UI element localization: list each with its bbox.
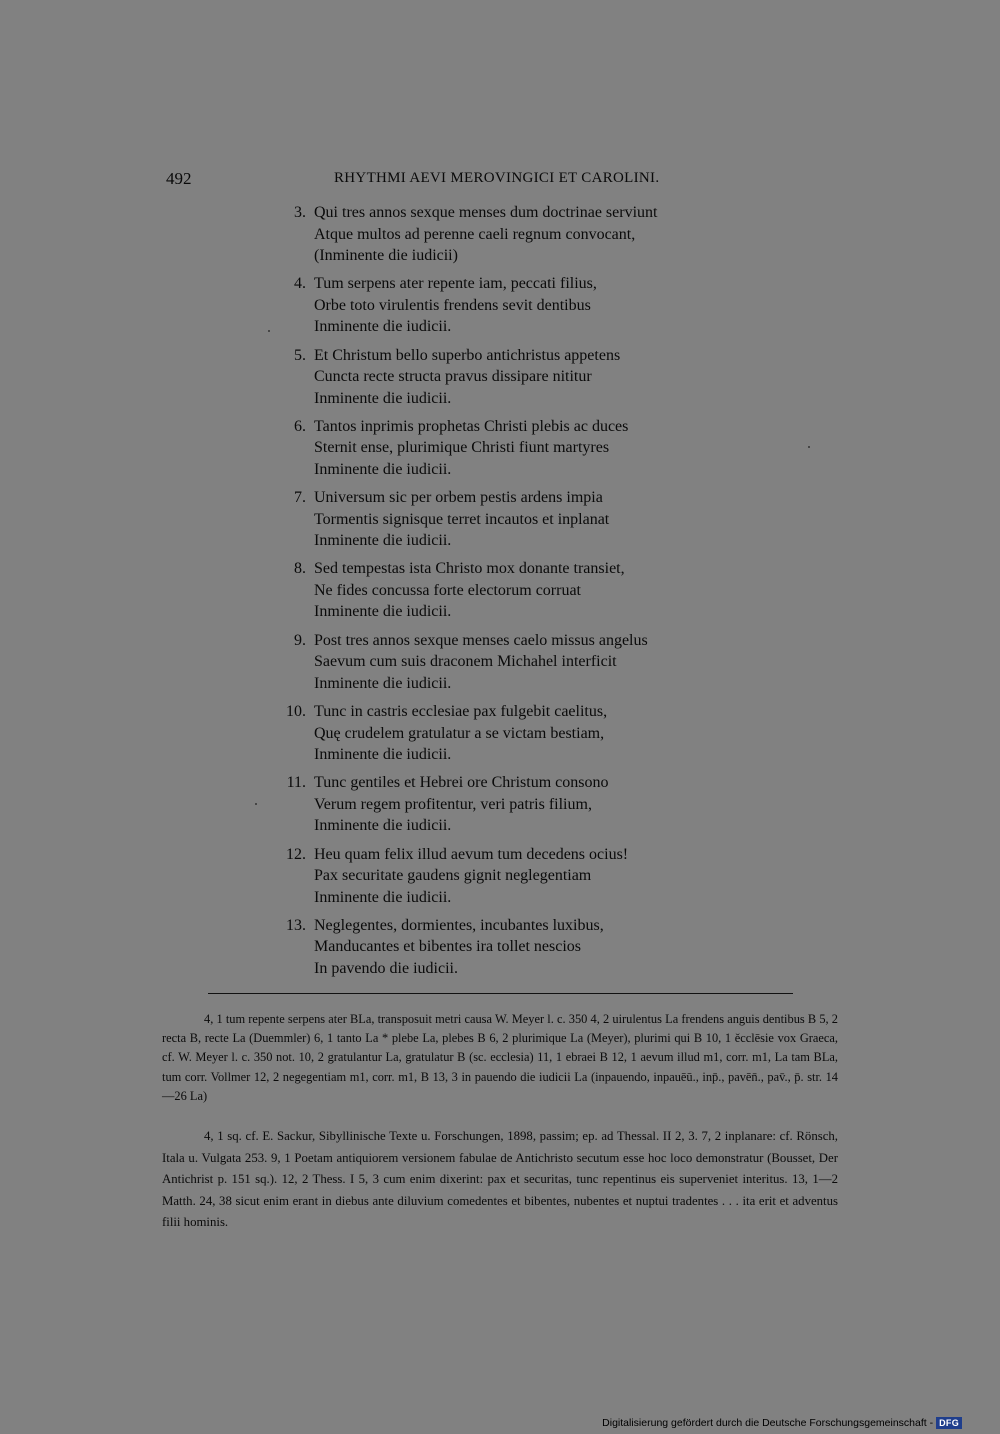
verse-line: Tunc gentiles et Hebrei ore Christum consono <box>314 774 609 792</box>
stanza-number: 9. <box>294 631 306 649</box>
verse-line: Inminente die iudicii. <box>314 746 452 764</box>
verse-line: Quę crudelem gratulatur a se victam bestiam, <box>314 724 605 742</box>
verse-line: Tormentis signisque terret incautos et inplanat <box>314 510 610 528</box>
source-notes <box>162 1126 838 1234</box>
verse-line: (Inminente die iudicii) <box>314 247 458 264</box>
stanza <box>270 558 740 623</box>
dfg-logo: DFG <box>936 1417 962 1429</box>
stanza <box>270 915 740 980</box>
verse-line: Inminente die iudicii. <box>314 532 452 550</box>
verse-line: Qui tres annos sexque menses dum doctrinae serviunt <box>314 204 658 221</box>
stanza <box>270 630 740 695</box>
verse-line: Manducantes et bibentes ira tollet nescios <box>314 938 582 956</box>
stanza <box>270 416 740 481</box>
apparatus-text: 4, 1 tum repente serpens ater BLa, transposuit metri causa W. Meyer l. c. 350 4, 2 uirulentus La frendens anguis dentibus B 5, 2 recta B, recte La (Duemmler) 6, 1 tanto La * plebe La, plebes B 6, 2 plurimique La (Meyer), plurimi qui B 10, 1 ěcclēsie vox Graeca, cf. W. Meyer l. c. 350 not. 10, 2 gratulantur La, gratulatur B (sc. ecclesia) 11, 1 ebraei B 12, 1 aevum illud m1, corr. m1, La tam BLa, tum corr. Vollmer 12, 2 negegentiam m1, corr. m1, B 13, 3 in pauendo die iudicii La (inpauendo, inpauēū., inp̄., pavēn̄., pav̄., p̄. str. 14—26 La) <box>162 1012 838 1103</box>
stanza <box>270 273 740 338</box>
stanza-number: 6. <box>294 417 306 435</box>
stanza-number: 7. <box>294 489 306 507</box>
stanza <box>270 844 740 909</box>
verse-line: Cuncta recte structa pravus dissipare nititur <box>314 368 592 386</box>
verse-line: In pavendo die iudicii. <box>314 959 458 977</box>
verse-line: Pax securitate gaudens gignit neglegentiam <box>314 867 592 885</box>
verse-line: Et Christum bello superbo antichristus appetens <box>314 346 621 364</box>
scan-speck <box>255 803 257 805</box>
verse-line: Saevum cum suis draconem Michahel interficit <box>314 653 617 671</box>
stanza-number: 11. <box>286 774 306 792</box>
stanza-number: 8. <box>294 560 306 578</box>
stanza <box>270 202 740 267</box>
running-head: RHYTHMI AEVI MEROVINGICI ET CAROLINI. <box>334 170 660 186</box>
stanza <box>270 345 740 410</box>
stanza <box>270 487 740 552</box>
verse-line: Ne fides concussa forte electorum corruat <box>314 581 581 599</box>
verse-line: Tum serpens ater repente iam, peccati filius, <box>314 275 597 293</box>
verse-line: Inminente die iudicii. <box>314 888 452 906</box>
verse-line: Inminente die iudicii. <box>314 817 452 835</box>
stanza-number: 12. <box>286 845 306 863</box>
stanza-number: 4. <box>294 275 306 293</box>
verse-line: Inminente die iudicii. <box>314 603 452 621</box>
verse-line: Universum sic per orbem pestis ardens impia <box>314 489 603 507</box>
verse-line: Neglegentes, dormientes, incubantes luxibus, <box>314 916 604 934</box>
source-notes-text: 4, 1 sq. cf. E. Sackur, Sibyllinische Texte u. Forschungen, 1898, passim; ep. ad Thessal. II 2, 3. 7, 2 inplanare: cf. Rönsch, Itala u. Vulgata 253. 9, 1 Poetam antiquiorem versionem fabulae de Antichristo secutum esse hoc loco demonstratur (Bousset, Der Antichrist p. 151 sq.). 12, 2 Thess. I 5, 3 cum enim dixerint: pax et securitas, tunc repentinus eis superveniet interitus. 13, 1—2 Matth. 24, 38 sicut enim erant in diebus ante diluvium comedentes et bibentes, nubentes et nuptui tradentes . . . ita erit et adventus filii hominis. <box>162 1129 838 1229</box>
stanza <box>270 701 740 766</box>
critical-apparatus <box>162 1010 838 1106</box>
stanza-number: 5. <box>294 346 306 364</box>
verse-line: Orbe toto virulentis frendens sevit dentibus <box>314 296 591 314</box>
stanza-number: 13. <box>286 916 306 934</box>
scan-speck <box>808 446 810 448</box>
credit-text: Digitalisierung gefördert durch die Deutsche Forschungsgemeinschaft - <box>602 1417 934 1429</box>
footnote-divider <box>208 993 793 994</box>
verse-line: Sternit ense, plurimique Christi fiunt martyres <box>314 439 610 457</box>
stanza-number: 10. <box>286 703 306 721</box>
digitization-credit <box>602 1417 962 1429</box>
verse-line: Inminente die iudicii. <box>314 318 452 336</box>
stanza-number: 3. <box>294 204 306 221</box>
verse-line: Inminente die iudicii. <box>314 460 452 478</box>
scan-speck <box>268 330 270 332</box>
verse-line: Verum regem profitentur, veri patris filium, <box>314 795 592 813</box>
verse-line: Tantos inprimis prophetas Christi plebis ac duces <box>314 417 629 435</box>
stanza <box>270 772 740 837</box>
poem-stanzas <box>270 202 740 986</box>
verse-line: Inminente die iudicii. <box>314 674 452 692</box>
verse-line: Sed tempestas ista Christo mox donante transiet, <box>314 560 625 578</box>
page-number: 492 <box>166 169 192 188</box>
verse-line: Post tres annos sexque menses caelo missus angelus <box>314 631 648 649</box>
verse-line: Inminente die iudicii. <box>314 389 452 407</box>
verse-line: Heu quam felix illud aevum tum decedens ocius! <box>314 845 629 863</box>
verse-line: Tunc in castris ecclesiae pax fulgebit caelitus, <box>314 703 608 721</box>
verse-line: Atque multos ad perenne caeli regnum convocant, <box>314 225 636 243</box>
